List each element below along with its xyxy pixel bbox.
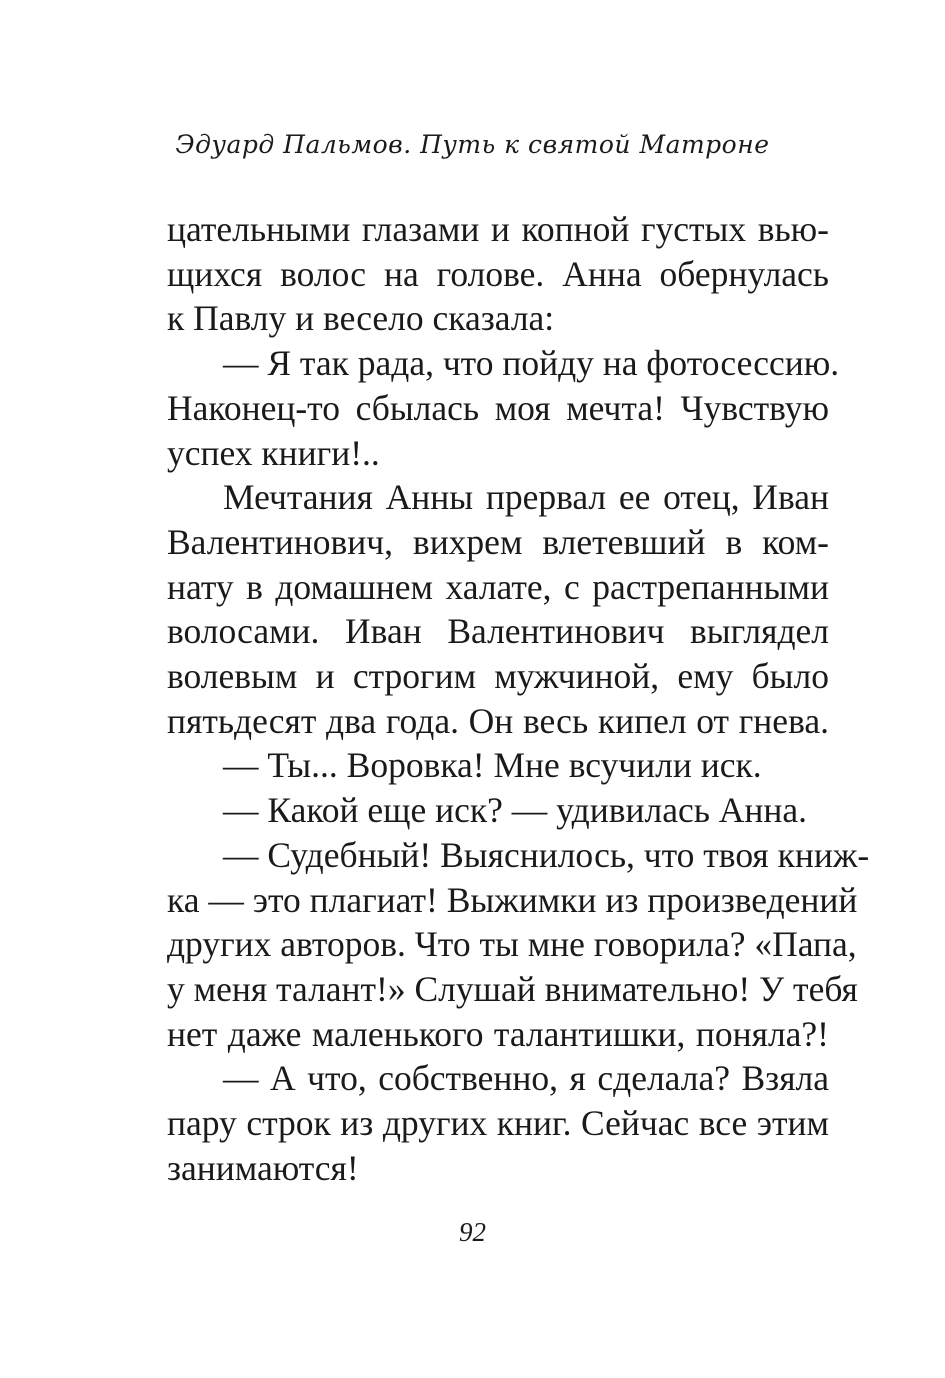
text-line: к Павлу и весело сказала:: [167, 298, 555, 339]
text-line: щихся волос на голове. Анна обернулась: [167, 253, 829, 294]
text-line: у меня талант!» Слушай внимательно! У тебя: [167, 968, 858, 1009]
text-line: Наконец-то сбылась моя мечта! Чувствую: [167, 387, 829, 428]
text-line: — А что, собственно, я сделала? Взяла: [223, 1058, 829, 1099]
text-line: — Какой еще иск? — удивилась Анна.: [223, 790, 808, 831]
page-number: 92: [459, 1217, 486, 1247]
text-line: Мечтания Анны прервал ее отец, Иван: [223, 477, 829, 518]
running-header: Эдуард Пальмов. Путь к святой Матроне: [175, 130, 770, 159]
text-line: других авторов. Что ты мне говорила? «Папа,: [167, 924, 857, 965]
text-line: — Ты... Воровка! Мне всучили иск.: [223, 745, 762, 786]
text-line: — Судебный! Выяснилось, что твоя книж-: [223, 834, 870, 875]
body-text: [167, 207, 870, 1190]
text-line: — Я так рада, что пойду на фотосессию.: [223, 343, 840, 384]
text-line: нет даже маленького талантишки, поняла?!: [167, 1013, 829, 1054]
text-line: Валентинович, вихрем влетевший в ком-: [167, 521, 829, 562]
text-line: волосами. Иван Валентинович выглядел: [167, 611, 829, 652]
text-line: пару строк из других книг. Сейчас все этим: [167, 1103, 829, 1144]
text-line: волевым и строгим мужчиной, ему было: [167, 656, 829, 697]
text-line: нату в домашнем халате, с растрепанными: [167, 566, 829, 607]
text-line: ка — это плагиат! Выжимки из произведений: [167, 879, 858, 920]
text-line: цательными глазами и копной густых вью-: [167, 209, 829, 249]
text-line: пятьдесят два года. Он весь кипел от гнева.: [167, 700, 829, 741]
text-line: успех книги!..: [167, 432, 380, 473]
text-line: занимаются!: [167, 1147, 359, 1188]
